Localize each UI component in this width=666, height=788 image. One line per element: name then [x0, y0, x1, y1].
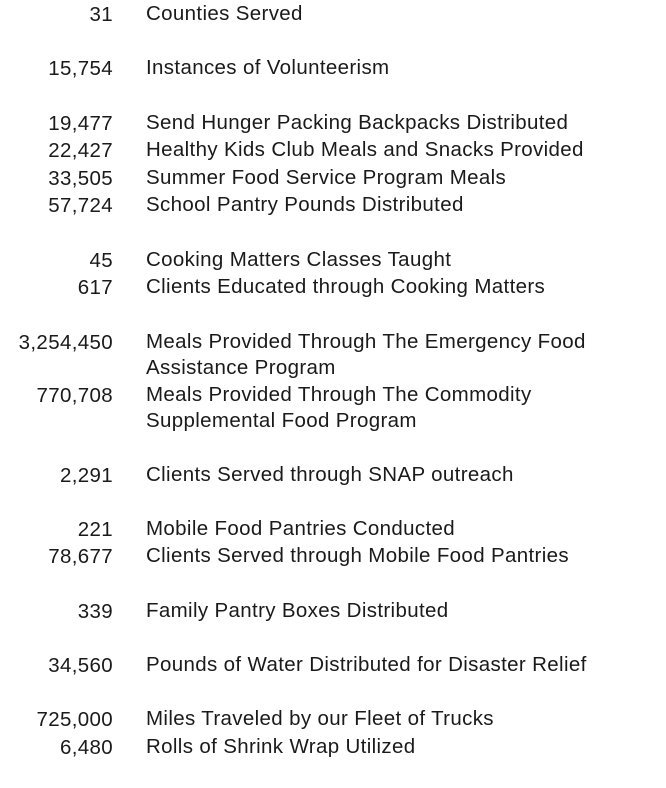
stat-value: 22,427 [48, 139, 113, 163]
stat-value: 78,677 [48, 545, 113, 569]
stat-value: 725,000 [36, 708, 113, 732]
stat-label: Clients Educated through Cooking Matters [146, 275, 546, 299]
stat-value: 6,480 [59, 735, 113, 759]
stat-value: 45 [89, 248, 113, 272]
stat-value: 19,477 [48, 111, 113, 135]
stat-label: Counties Served [146, 2, 303, 25]
stat-row [0, 543, 666, 571]
stat-label: Clients Served through Mobile Food Pantries [146, 544, 569, 568]
stat-label: Summer Food Service Program Meals [146, 165, 507, 189]
stat-value: 770,708 [36, 383, 113, 407]
stat-label: Rolls of Shrink Wrap Utilized [146, 734, 416, 758]
stat-group-volunteerism [0, 55, 666, 83]
stat-value: 339 [77, 599, 113, 623]
stat-value: 617 [77, 276, 113, 300]
stat-row [0, 706, 666, 734]
stat-label: Miles Traveled by our Fleet of Trucks [146, 707, 494, 731]
stat-row [0, 462, 666, 490]
stat-row [0, 598, 666, 626]
stat-group-counties [0, 1, 666, 29]
stat-row [0, 55, 666, 83]
stat-value: 34,560 [48, 654, 113, 677]
stat-group-cooking-matters [0, 247, 666, 302]
stat-group-disaster-relief [0, 652, 666, 680]
stat-group-snap [0, 462, 666, 490]
stat-label: Meals Provided Through The Commodity Supplemental Food Program [146, 382, 532, 433]
stat-value: 15,754 [48, 57, 113, 81]
stat-label: Family Pantry Boxes Distributed [146, 598, 449, 622]
stat-row [0, 329, 666, 382]
stat-group-federal-programs [0, 329, 666, 435]
stat-group-children-programs [0, 110, 666, 220]
stat-value: 3,254,450 [18, 330, 113, 354]
stat-label: Healthy Kids Club Meals and Snacks Provided [146, 138, 584, 162]
stat-group-mobile-pantries [0, 516, 666, 571]
stat-label: Send Hunger Packing Backpacks Distributed [146, 110, 569, 134]
stat-row [0, 137, 666, 165]
stat-row [0, 247, 666, 275]
stat-row [0, 165, 666, 193]
stat-row [0, 734, 666, 762]
stat-label: Mobile Food Pantries Conducted [146, 516, 456, 540]
stat-label: Cooking Matters Classes Taught [146, 247, 452, 271]
stat-label: Instances of Volunteerism [146, 56, 390, 80]
stat-row [0, 110, 666, 138]
stat-label: Clients Served through SNAP outreach [146, 462, 514, 486]
stat-row [0, 274, 666, 302]
stat-row [0, 1, 666, 29]
stat-label: Pounds of Water Distributed for Disaster Relief [146, 653, 587, 676]
stat-label: School Pantry Pounds Distributed [146, 193, 464, 217]
stat-label: Meals Provided Through The Emergency Food Assistance Program [146, 329, 586, 380]
stat-row [0, 192, 666, 220]
stat-value: 31 [89, 3, 113, 26]
stat-value: 221 [77, 517, 113, 541]
stat-value: 57,724 [48, 194, 113, 218]
stat-row [0, 516, 666, 544]
stat-value: 2,291 [59, 463, 113, 487]
statistics-list [0, 1, 666, 788]
stat-row [0, 382, 666, 435]
stat-group-operations [0, 706, 666, 761]
stat-group-family-pantry [0, 598, 666, 626]
stat-value: 33,505 [48, 166, 113, 190]
stat-row [0, 652, 666, 680]
